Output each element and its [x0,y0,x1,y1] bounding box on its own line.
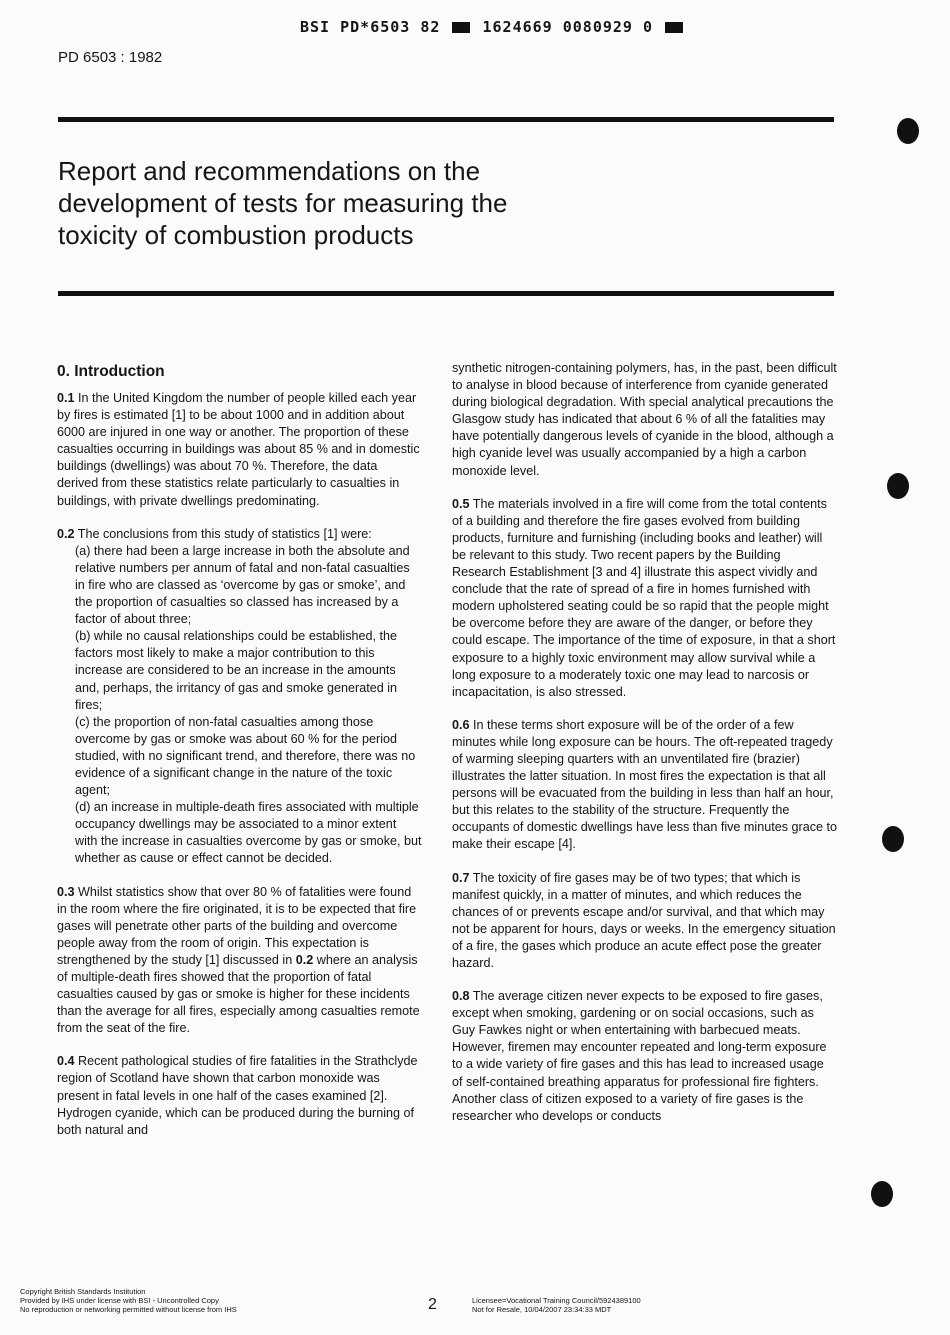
right-column [452,360,837,1125]
paragraph-text: The average citizen never expects to be exposed to fire gases, except when smoking, gardening or on social occasions, such as Guy Fawkes night or when entertaining with barbecued meats. However, firemen may encounter repeated and long-term exposure to a wide variety of fire gases and this has lead to increased usage of self-contained breathing apparatus for professional fire fighters. Another class of citizen exposed to a variety of fire gases is the researcher who develops or conducts [452,989,827,1123]
clause-number: 0.6 [452,717,470,732]
footer-line: Not for Resale, 10/04/2007 23:34:33 MDT [472,1305,612,1314]
clause-number: 0.3 [57,884,75,899]
copyright-notice [20,1287,237,1314]
list-item: (d) an increase in multiple-death fires associated with multiple occupancy dwellings may be associated to a minor extent with the increase in casualties overcome by gas or smoke, but whether as cause or effect cannot be decided. [75,800,422,866]
clause-reference: 0.2 [295,952,314,967]
title-line: Report and recommendations on the [58,156,481,186]
paragraph-text: Recent pathological studies of fire fatalities in the Strathclyde region of Scotland have shown that carbon monoxide was present in fatal levels in one half of the cases examined [2]. Hydrogen cyanide, which can be produced during the burning of both natural and [57,1054,418,1137]
list-item: (a) there had been a large increase in both the absolute and relative numbers per annum of fatal and non-fatal casualties in fire who are classed as ‘overcome by gas or smoke’, and the proportion of casualties so classed has increased by a factor of about three; [75,543,410,627]
top-rule [58,117,834,122]
title-bottom-rule [58,291,834,296]
footer-line: Copyright British Standards Institution [20,1287,146,1296]
title-line: development of tests for measuring the [58,188,508,218]
page-number: 2 [428,1296,437,1313]
paragraph-text: In these terms short exposure will be of the order of a few minutes while long exposure can be hours. The oft-repeated tragedy of warming sleeping quarters with an unventilated fire (brazier) illustrates the latter situation. In most fires the expectation is that all persons will be evacuated from the building in less than half an hour, but this relates to the stability of the structure. Frequently the occupants of domestic dwellings have less than five minutes grace to make their escape [4]. [452,717,838,852]
code-block-mark-end [665,22,683,33]
paragraph-0-7 [452,870,837,973]
paragraph-0-4 [57,1053,422,1138]
paragraph-0-1 [57,390,422,510]
code-block-mark [452,22,470,33]
list-item: (c) the proportion of non-fatal casualties among those overcome by gas or smoke was about 60 % for the period studied, with no significant trend, and therefore, there was no evidence of a significant change in the nature of the toxic agent; [75,714,416,798]
clause-number: 0.1 [57,391,75,405]
clause-number: 0.5 [452,496,470,511]
left-column [57,362,422,1139]
title-line: toxicity of combustion products [58,220,414,250]
section-title: Introduction [74,363,165,380]
paragraph-text: The materials involved in a fire will come from the total contents of a building and therefore the fire gases evolved from building products, furniture and furnishing (including books and leather) will be relevant to this study. Two recent papers by the Building Research Establishment [3 and 4] illustrate this aspect vividly and conclude that the rate of spread of a fire in homes furnished with modern upholstered seating could be so rapid that the people might be overcome before they are aware of the danger, or before they could escape. The importance of the time of exposure, in that a short exposure to a highly toxic environment may allow survival while a long exposure to a moderately toxic one may lead to narcosis or incapacitation, is also stressed. [452,496,836,699]
paragraph-0-8 [452,988,837,1125]
document-reference: PD 6503 : 1982 [58,49,163,66]
paragraph-text: where an analysis of multiple-death fires showed that the proportion of fatal casualties caused by gas or smoke is higher for these incidents than the average for all fires, especially among casualties remote from the seat of the fire. [57,952,420,1036]
footer-line: Licensee=Vocational Training Council/5924389100 [472,1296,641,1305]
license-notice [472,1296,641,1314]
clause-number: 0.7 [452,870,470,885]
paragraph-0-5 [452,496,837,701]
list-item: (b) while no causal relationships could be established, the factors most likely to make a major contribution to this increase are considered to be an increase in the amounts and, perhaps, the irritancy of gas and smoke generated in fires; [75,629,398,712]
footer-line: Provided by IHS under license with BSI - Uncontrolled Copy [20,1296,219,1305]
footer-line: No reproduction or networking permitted without license from IHS [20,1305,237,1314]
clause-number: 0.2 [57,526,75,541]
punch-hole [887,473,909,499]
page-title [58,155,818,251]
punch-hole [897,118,919,144]
section-heading [57,362,422,382]
document-code-b: 1624669 0080929 0 [482,18,654,36]
paragraph-text: The conclusions from this study of statistics [1] were: [77,526,372,541]
paragraph-text: Whilst statistics show that over 80 % of fatalities were found in the room where the fire originated, it is to be expected that fire gases will penetrate other parts of the building and overcome people away from the room of origin. This expectation is strengthened by the study [1] discussed in [57,884,417,967]
paragraph-0-4-continued: synthetic nitrogen-containing polymers, has, in the past, been difficult to analyse in blood because of interference from cyanide generated during biological degradation. With special analytical precautions the Glasgow study has indicated that about 6 % of all the fatalities may have potentially dangerous levels of cyanide in the blood, although a high cyanide level was usually accompanied by a high a carbon monoxide level. [452,361,837,478]
punch-hole [882,826,904,852]
punch-hole [871,1181,893,1207]
paragraph-0-3 [57,884,422,1038]
paragraph-0-2 [57,526,422,543]
paragraph-text: In the United Kingdom the number of people killed each year by fires is estimated [1] to be about 1000 and in addition about 6000 are injured in one way or another. The proportion of these casualties occurring in buildings was about 85 % and in domestic buildings (dwellings) was about 70 %. Therefore, the data derived from these statistics relate particularly to casualties in buildings, with private dwellings predominating. [57,391,420,508]
paragraph-0-6 [452,717,837,854]
document-code [300,18,685,36]
clause-number: 0.4 [57,1054,75,1069]
document-code-a: BSI PD*6503 82 [300,18,441,36]
clause-number: 0.8 [452,989,470,1004]
paragraph-text: The toxicity of fire gases may be of two types; that which is manifest quickly, in a matter of minutes, and which reduces the chances of or prevents escape and/or survival, and that which may not be apparent for hours, days or weeks. In the emergency situation of a fire, the gases which produce an acute effect pose the greater hazard. [452,870,836,970]
section-number: 0. [57,363,70,380]
